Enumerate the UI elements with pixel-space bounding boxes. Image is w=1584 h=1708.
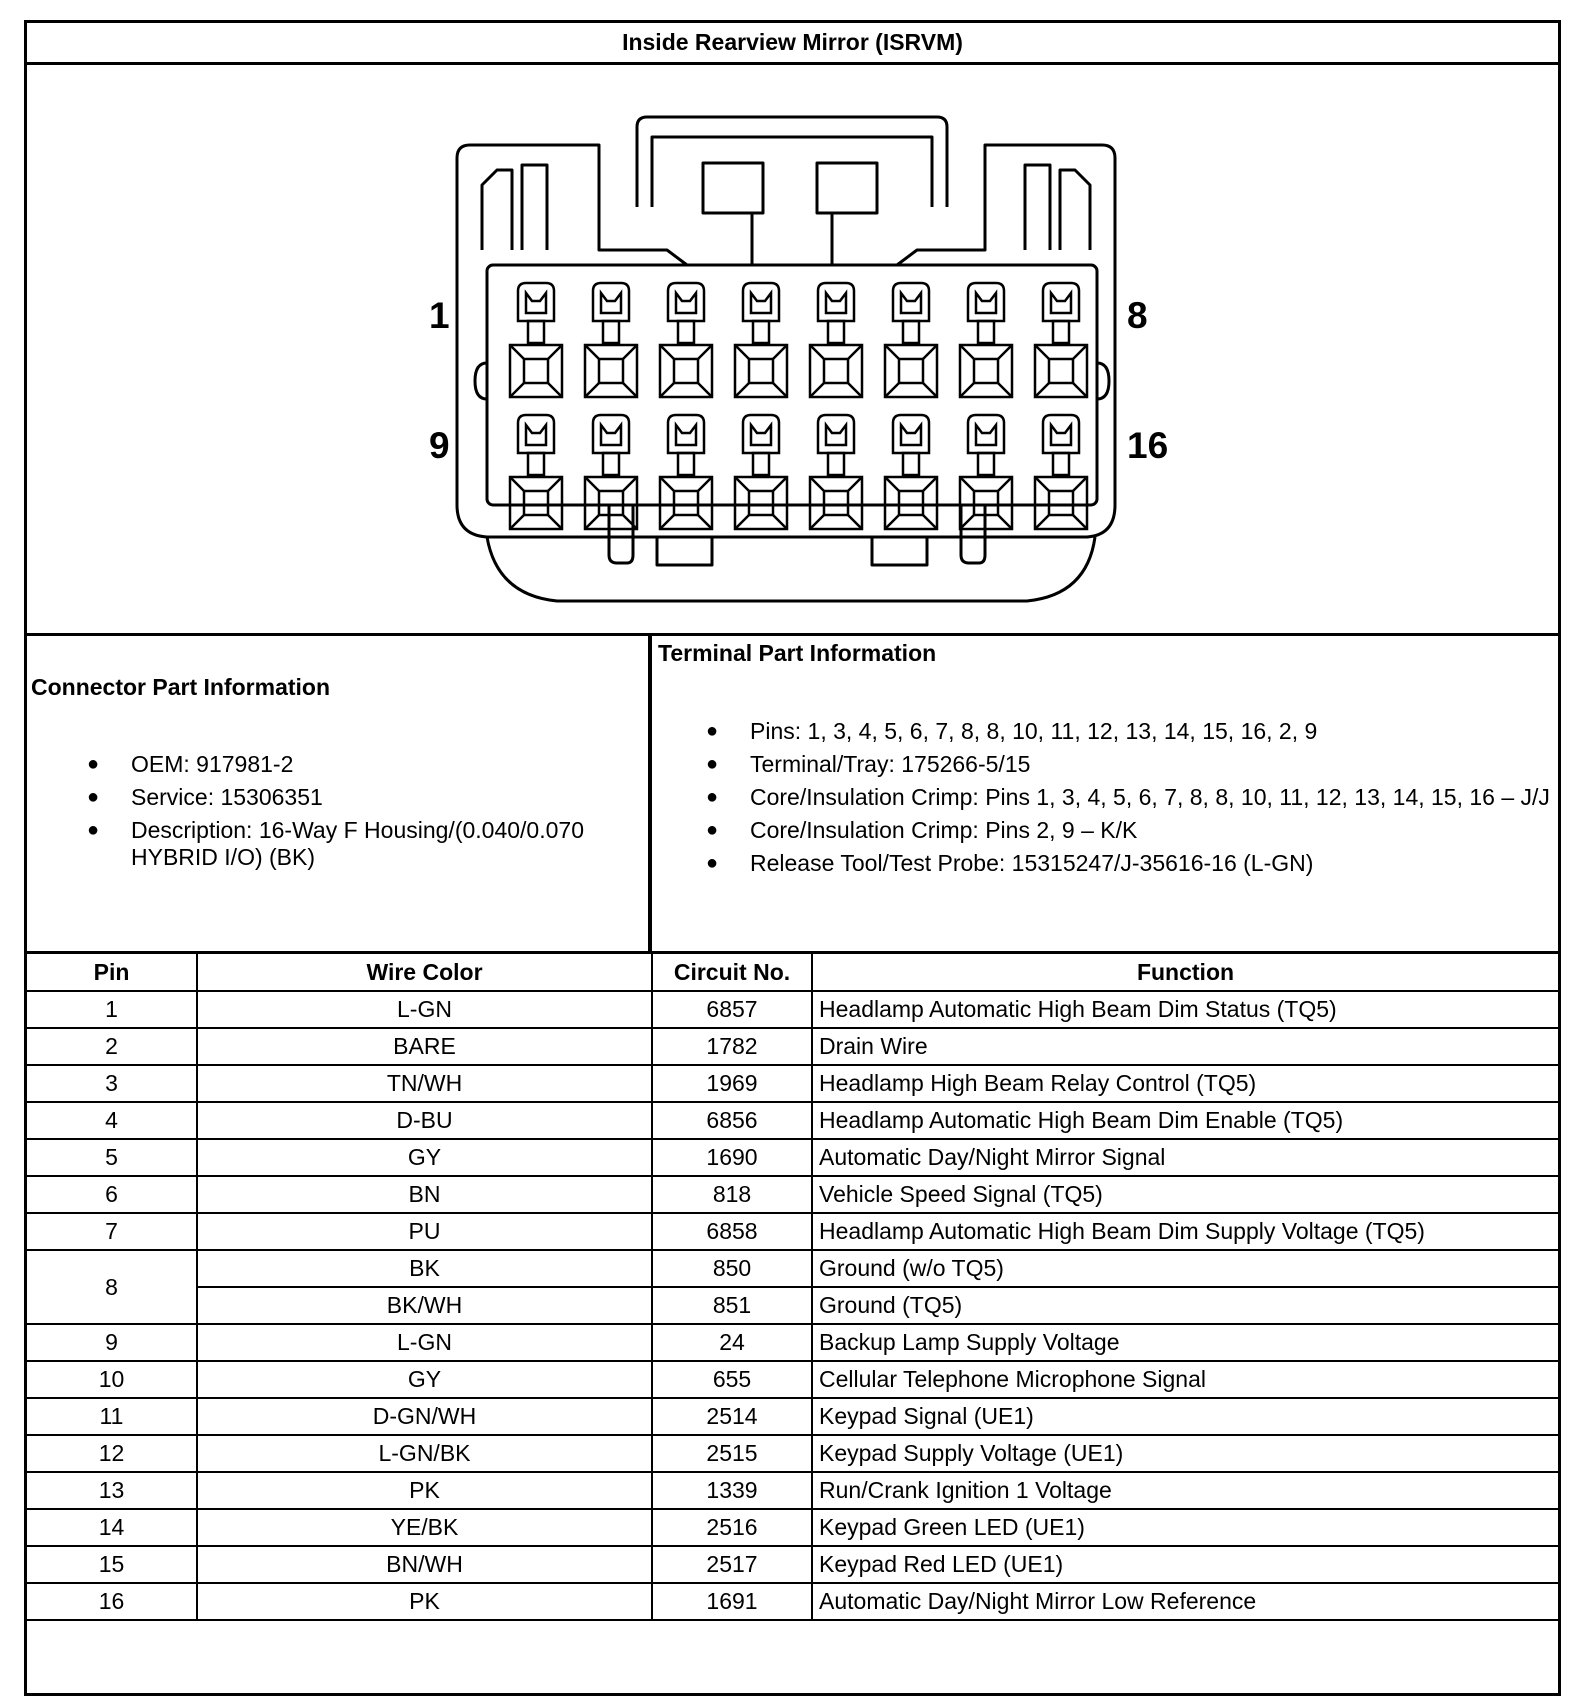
table-row	[27, 1583, 1558, 1620]
circuit-cell: 24	[652, 1324, 812, 1361]
circuit-cell: 655	[652, 1361, 812, 1398]
wire-color-cell: PK	[197, 1472, 652, 1509]
circuit-cell: 2517	[652, 1546, 812, 1583]
circuit-cell: 1690	[652, 1139, 812, 1176]
function-cell: Headlamp Automatic High Beam Dim Enable (TQ5)	[812, 1102, 1558, 1139]
table-row	[27, 1435, 1558, 1472]
function-cell: Backup Lamp Supply Voltage	[812, 1324, 1558, 1361]
function-cell: Ground (w/o TQ5)	[812, 1250, 1558, 1287]
wire-color-cell: BK	[197, 1250, 652, 1287]
function-cell: Cellular Telephone Microphone Signal	[812, 1361, 1558, 1398]
pin-cell: 5	[27, 1139, 197, 1176]
pin-cell: 10	[27, 1361, 197, 1398]
page-title: Inside Rearview Mirror (ISRVM)	[27, 23, 1558, 65]
circuit-cell: 1691	[652, 1583, 812, 1620]
pin-cell: 4	[27, 1102, 197, 1139]
table-row	[27, 1324, 1558, 1361]
pin-cavity	[510, 283, 562, 397]
function-cell: Vehicle Speed Signal (TQ5)	[812, 1176, 1558, 1213]
pin-cell: 14	[27, 1509, 197, 1546]
pin-cavity	[810, 415, 862, 529]
pin-cavity	[585, 283, 637, 397]
pin-cavity	[735, 283, 787, 397]
circuit-cell: 2514	[652, 1398, 812, 1435]
circuit-cell: 2515	[652, 1435, 812, 1472]
table-row	[27, 1250, 1558, 1287]
function-cell: Keypad Red LED (UE1)	[812, 1546, 1558, 1583]
wire-color-cell: L-GN	[197, 991, 652, 1028]
part-information	[27, 636, 1558, 954]
table-row	[27, 1361, 1558, 1398]
function-cell: Keypad Supply Voltage (UE1)	[812, 1435, 1558, 1472]
table-row	[27, 1065, 1558, 1102]
table-row	[27, 1213, 1558, 1250]
pin-cavity	[660, 283, 712, 397]
wire-color-cell: BN	[197, 1176, 652, 1213]
table-row	[27, 1102, 1558, 1139]
pin-cavity	[810, 283, 862, 397]
terminal-info-heading: Terminal Part Information	[658, 640, 937, 666]
connector-part-info	[27, 636, 652, 951]
table-row	[27, 991, 1558, 1028]
list-item: ● OEM: 917981-2	[87, 751, 294, 777]
circuit-cell: 1782	[652, 1028, 812, 1065]
connector-sheet	[24, 20, 1561, 1696]
pin-cavity	[660, 415, 712, 529]
pin-label-16: 16	[1127, 425, 1169, 466]
table-header-row	[27, 954, 1558, 991]
pin-label-9: 9	[429, 425, 450, 466]
wire-color-cell: GY	[197, 1139, 652, 1176]
pin-cell: 9	[27, 1324, 197, 1361]
circuit-cell: 1969	[652, 1065, 812, 1102]
pin-label-8: 8	[1127, 295, 1148, 336]
wire-color-cell: L-GN	[197, 1324, 652, 1361]
pin-cavity	[1035, 415, 1087, 529]
circuit-cell: 6857	[652, 991, 812, 1028]
terminal-part-info	[652, 636, 1558, 951]
pin-cell: 6	[27, 1176, 197, 1213]
list-item: ● Pins: 1, 3, 4, 5, 6, 7, 8, 8, 10, 11, 12, 13, 14, 15, 16, 2, 9	[706, 718, 1318, 744]
table-row	[27, 1028, 1558, 1065]
wire-color-cell: YE/BK	[197, 1509, 652, 1546]
list-item: ● Description: 16-Way F Housing/(0.040/0.070 HYBRID I/O) (BK)	[87, 817, 584, 870]
function-cell: Headlamp High Beam Relay Control (TQ5)	[812, 1065, 1558, 1102]
wire-color-cell: D-GN/WH	[197, 1398, 652, 1435]
pin-cavity	[510, 415, 562, 529]
connector-diagram	[27, 65, 1558, 636]
pin-cavity	[885, 415, 937, 529]
table-row	[27, 1139, 1558, 1176]
table-row	[27, 1287, 1558, 1324]
wire-color-cell: BN/WH	[197, 1546, 652, 1583]
circuit-cell: 2516	[652, 1509, 812, 1546]
function-cell: Drain Wire	[812, 1028, 1558, 1065]
circuit-cell: 6858	[652, 1213, 812, 1250]
pin-cavity	[735, 415, 787, 529]
pin-cell: 2	[27, 1028, 197, 1065]
pin-label-1: 1	[429, 295, 450, 336]
wire-color-cell: BARE	[197, 1028, 652, 1065]
wire-color-cell: L-GN/BK	[197, 1435, 652, 1472]
list-item: ● Release Tool/Test Probe: 15315247/J-35616-16 (L-GN)	[706, 850, 1314, 876]
wire-color-cell: TN/WH	[197, 1065, 652, 1102]
list-item: ● Core/Insulation Crimp: Pins 1, 3, 4, 5, 6, 7, 8, 8, 10, 11, 12, 13, 14, 15, 16 – J/J	[706, 784, 1550, 810]
pin-cavity	[960, 283, 1012, 397]
table-row	[27, 1398, 1558, 1435]
list-item: ● Terminal/Tray: 175266-5/15	[706, 751, 1031, 777]
header-pin: Pin	[27, 954, 197, 991]
circuit-cell: 850	[652, 1250, 812, 1287]
pin-cell: 1	[27, 991, 197, 1028]
function-cell: Headlamp Automatic High Beam Dim Status (TQ5)	[812, 991, 1558, 1028]
circuit-cell: 818	[652, 1176, 812, 1213]
pin-cell: 15	[27, 1546, 197, 1583]
connector-info-heading: Connector Part Information	[31, 674, 331, 700]
function-cell: Automatic Day/Night Mirror Low Reference	[812, 1583, 1558, 1620]
function-cell: Headlamp Automatic High Beam Dim Supply Voltage (TQ5)	[812, 1213, 1558, 1250]
connector-face-illustration	[27, 65, 1558, 633]
pin-cell: 16	[27, 1583, 197, 1620]
pin-cell: 11	[27, 1398, 197, 1435]
wire-color-cell: PU	[197, 1213, 652, 1250]
terminal-info-list	[706, 718, 1550, 883]
function-cell: Automatic Day/Night Mirror Signal	[812, 1139, 1558, 1176]
connector-info-list	[87, 751, 651, 877]
function-cell: Keypad Signal (UE1)	[812, 1398, 1558, 1435]
table-row	[27, 1546, 1558, 1583]
pin-cavity	[585, 415, 637, 529]
pinout-table	[27, 954, 1558, 1621]
list-item: ● Service: 15306351	[87, 784, 323, 810]
table-row	[27, 1176, 1558, 1213]
pin-cavity	[885, 283, 937, 397]
table-row	[27, 1509, 1558, 1546]
pin-cavity	[1035, 283, 1087, 397]
pin-cell: 3	[27, 1065, 197, 1102]
list-item: ● Core/Insulation Crimp: Pins 2, 9 – K/K	[706, 817, 1138, 843]
wire-color-cell: PK	[197, 1583, 652, 1620]
header-circuit-no: Circuit No.	[652, 954, 812, 991]
circuit-cell: 6856	[652, 1102, 812, 1139]
wire-color-cell: GY	[197, 1361, 652, 1398]
wire-color-cell: BK/WH	[197, 1287, 652, 1324]
header-function: Function	[812, 954, 1558, 991]
pin-cell: 7	[27, 1213, 197, 1250]
pin-cell: 12	[27, 1435, 197, 1472]
function-cell: Ground (TQ5)	[812, 1287, 1558, 1324]
pin-cell: 13	[27, 1472, 197, 1509]
pin-cell: 8	[27, 1250, 197, 1324]
circuit-cell: 851	[652, 1287, 812, 1324]
wire-color-cell: D-BU	[197, 1102, 652, 1139]
function-cell: Run/Crank Ignition 1 Voltage	[812, 1472, 1558, 1509]
header-wire-color: Wire Color	[197, 954, 652, 991]
function-cell: Keypad Green LED (UE1)	[812, 1509, 1558, 1546]
circuit-cell: 1339	[652, 1472, 812, 1509]
table-row	[27, 1472, 1558, 1509]
